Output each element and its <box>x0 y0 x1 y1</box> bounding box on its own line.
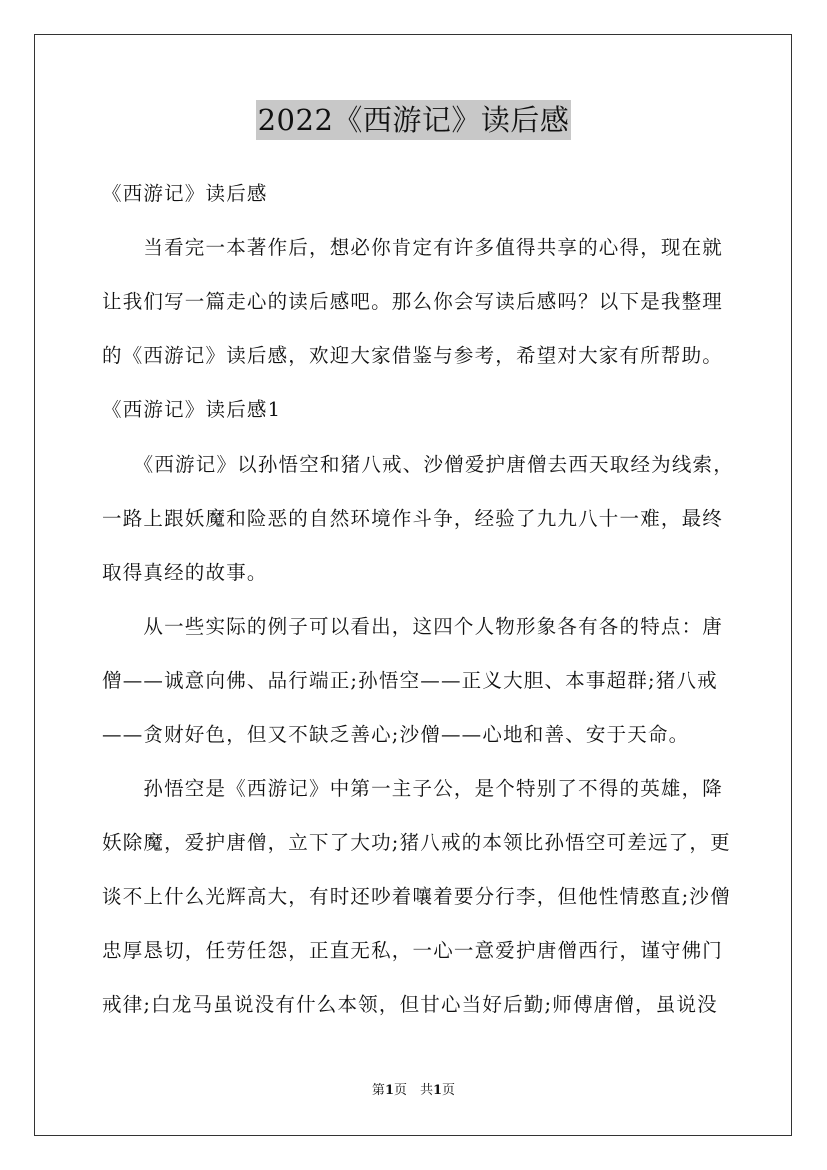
text-line: ——贪财好色，但又不缺乏善心;沙僧——心地和善、安于天命。 <box>102 723 690 746</box>
footer-suffix: 页 <box>442 1083 456 1098</box>
footer-middle: 页 共 <box>393 1083 433 1098</box>
text-line: 僧——诚意向佛、品行端正;孙悟空——正义大胆、本事超群;猪八戒 <box>102 669 718 692</box>
text-line: 谈不上什么光辉高大，有时还吵着嚷着要分行李，但他性情憨直;沙僧 <box>102 885 731 908</box>
text-line: 忠厚恳切，任劳任怨，正直无私，一心一意爱护唐僧西行，谨守佛门 <box>102 939 724 962</box>
text-line: 一路上跟妖魔和险恶的自然环境作斗争，经验了九九八十一难，最终 <box>102 507 724 530</box>
page-footer <box>0 1083 827 1099</box>
text-line: 戒律;白龙马虽说没有什么本领，但甘心当好后勤;师傅唐僧，虽说没 <box>102 993 718 1016</box>
subtitle: 《西游记》读后感 <box>102 182 268 205</box>
text-line: 妖除魔，爱护唐僧，立下了大功;猪八戒的本领比孙悟空可差远了，更 <box>102 831 731 854</box>
text-line: 从一些实际的例子可以看出，这四个人物形象各有各的特点：唐 <box>102 615 724 638</box>
text-line: 当看完一本著作后，想必你肯定有许多值得共享的心得，现在就 <box>102 236 724 259</box>
text-line: 《西游记》以孙悟空和猪八戒、沙僧爱护唐僧去西天取经为线索， <box>102 453 734 476</box>
footer-prefix: 第 <box>371 1083 385 1098</box>
text-line: 取得真经的故事。 <box>102 561 268 584</box>
document-title: 2022《西游记》读后感 <box>256 100 572 140</box>
text-line: 孙悟空是《西游记》中第一主子公，是个特别了不得的英雄，降 <box>102 777 724 800</box>
text-line: 让我们写一篇走心的读后感吧。那么你会写读后感吗？以下是我整理 <box>102 290 724 313</box>
section-heading: 《西游记》读后感1 <box>102 398 282 421</box>
footer-page-number: 1 <box>384 1083 394 1098</box>
text-line: 的《西游记》读后感，欢迎大家借鉴与参考，希望对大家有所帮助。 <box>102 344 724 367</box>
footer-total-pages: 1 <box>433 1083 443 1098</box>
title-container <box>0 100 827 140</box>
